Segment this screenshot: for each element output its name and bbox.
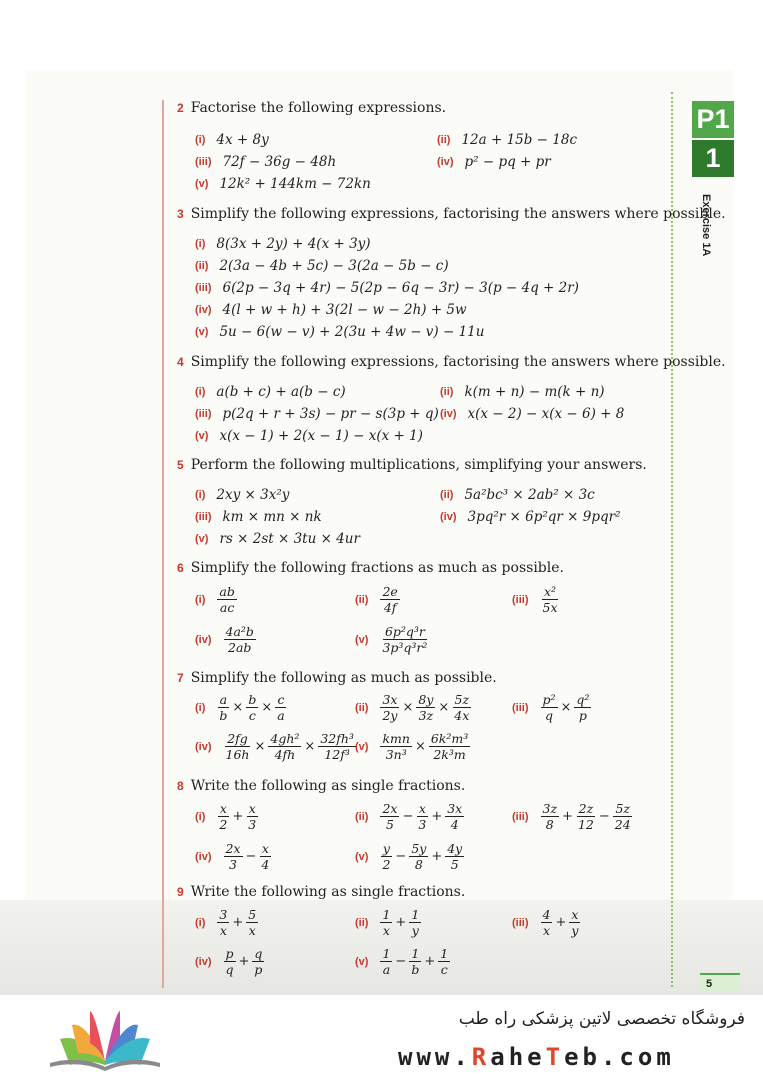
q2-item-ii: (ii) 12a + 15b − 18c xyxy=(437,132,578,148)
q9-item-i: (i) $\frac{3}{x}$ + $\frac{5}{x}$ xyxy=(195,907,257,939)
q8-item-i: (i) $\frac{x}{2}$ + $\frac{x}{3}$ xyxy=(195,801,257,833)
q8-item-ii: (ii) $\frac{2x}{5}$ − $\frac{x}{3}$ + $\frac{3x}{4}$ xyxy=(355,801,463,833)
q2-item-iii: (iii) 72f − 36g − 48h xyxy=(195,154,337,170)
q8-item-iv: (iv) $\frac{2x}{3}$ − $\frac{x}{4}$ xyxy=(195,841,270,873)
section-label: Exercise 1A xyxy=(700,194,712,257)
q9-item-ii: (ii) $\frac{1}{x}$ + $\frac{1}{y}$ xyxy=(355,907,420,939)
q6-item-iv: (iv) $\frac{\text{4a²b}}{2ab}$ xyxy=(195,624,254,656)
question-8: 8 Write the following as single fractions. xyxy=(177,778,466,794)
q7-item-iii: (iii) $\frac{\text{p²}}{q}$ × $\frac{\text{q²}}{p}$ xyxy=(512,692,590,724)
chapter-tab-bottom: 1 xyxy=(692,140,734,177)
q4-item-iv: (iv) x(x − 2) − x(x − 6) + 8 xyxy=(440,406,625,422)
q5-item-v: (v) rs × 2st × 3tu × 4ur xyxy=(195,531,360,547)
q2-item-v: (v) 12k² + 144km − 72kn xyxy=(195,176,371,192)
book-logo-icon xyxy=(40,1003,170,1073)
q3-item-v: (v) 5u − 6(w − v) + 2(3u + 4w − v) − 11u xyxy=(195,324,485,340)
question-3: 3 Simplify the following expressions, factorising the answers where possible. xyxy=(177,206,726,222)
q4-item-i: (i) a(b + c) + a(b − c) xyxy=(195,384,346,400)
q6-item-iii: (iii) $\frac{\text{x²}}{5x}$ xyxy=(512,584,558,616)
q3-item-iv: (iv) 4(l + w + h) + 3(2l − w − 2h) + 5w xyxy=(195,302,467,318)
question-4: 4 Simplify the following expressions, factorising the answers where possible. xyxy=(177,354,726,370)
q8-item-v: (v) $\frac{y}{2}$ − $\frac{5y}{8}$ + $\frac{4y}{5}$ xyxy=(355,841,463,873)
q8-item-iii: (iii) $\frac{3z}{8}$ + $\frac{2z}{12}$ − $\frac{5z}{24}$ xyxy=(512,801,631,833)
margin-rule xyxy=(162,100,164,988)
q7-item-ii: (ii) $\frac{3x}{2y}$ × $\frac{8y}{3z}$ × $\frac{5z}{4x}$ xyxy=(355,692,470,724)
chapter-tab-top: P1 xyxy=(692,101,734,138)
question-6: 6 Simplify the following fractions as much as possible. xyxy=(177,560,564,576)
q9-item-v: (v) $\frac{1}{a}$ − $\frac{1}{b}$ + $\frac{1}{c}$ xyxy=(355,946,449,978)
q3-item-iii: (iii) 6(2p − 3q + 4r) − 5(2p − 6q − 3r) − 3(p − 4q + 2r) xyxy=(195,280,579,296)
question-7: 7 Simplify the following as much as possible. xyxy=(177,670,497,686)
q4-item-v: (v) x(x − 1) + 2(x − 1) − x(x + 1) xyxy=(195,428,423,444)
shop-name: فروشگاه تخصصی لاتین پزشکی راه طب xyxy=(458,1009,745,1029)
q5-item-i: (i) 2xy × 3x²y xyxy=(195,487,290,503)
shop-url[interactable]: www.RaheTeb.com xyxy=(398,1043,675,1071)
q5-item-ii: (ii) 5a²bc³ × 2ab² × 3c xyxy=(440,487,595,503)
q6-item-v: (v) $\frac{\text{6p²q³r}}{\text{3p³q³r²}}$ xyxy=(355,624,428,656)
q6-item-ii: (ii) $\frac{2e}{4f}$ xyxy=(355,584,398,616)
q7-item-iv: (iv) $\frac{2fg}{16h}$ × $\frac{\text{4gh²}}{4fh}$ × $\frac{\text{32fh³}}{\text{12f³}}$ xyxy=(195,731,354,763)
q4-item-ii: (ii) k(m + n) − m(k + n) xyxy=(440,384,605,400)
q9-item-iv: (iv) $\frac{p}{q}$ + $\frac{q}{p}$ xyxy=(195,946,263,978)
q6-item-i: (i) $\frac{ab}{ac}$ xyxy=(195,584,235,616)
q4-item-iii: (iii) p(2q + r + 3s) − pr − s(3p + q) xyxy=(195,406,439,422)
q2-item-iv: (iv) p² − pq + pr xyxy=(437,154,551,170)
question-2: 2 Factorise the following expressions. xyxy=(177,100,447,116)
q2-item-i: (i) 4x + 8y xyxy=(195,132,269,148)
question-9: 9 Write the following as single fractions. xyxy=(177,884,466,900)
q3-item-ii: (ii) 2(3a − 4b + 5c) − 3(2a − 5b − c) xyxy=(195,258,449,274)
page-number: 5 xyxy=(700,973,740,991)
q3-item-i: (i) 8(3x + 2y) + 4(x + 3y) xyxy=(195,236,371,252)
dotted-rule xyxy=(671,92,673,987)
q9-item-iii: (iii) $\frac{4}{x}$ + $\frac{x}{y}$ xyxy=(512,907,579,939)
q5-item-iii: (iii) km × mn × nk xyxy=(195,509,322,525)
q5-item-iv: (iv) 3pq²r × 6p²qr × 9pqr² xyxy=(440,509,621,525)
q7-item-v: (v) $\frac{\text{kmn}}{\text{3n³}}$ × $\frac{\text{6k²m³}}{\text{2k³m}}$ xyxy=(355,731,469,763)
q7-item-i: (i) $\frac{a}{b}$ × $\frac{b}{c}$ × $\frac{c}{a}$ xyxy=(195,692,285,724)
question-5: 5 Perform the following multiplications, simplifying your answers. xyxy=(177,457,647,473)
shop-footer xyxy=(0,995,763,1079)
